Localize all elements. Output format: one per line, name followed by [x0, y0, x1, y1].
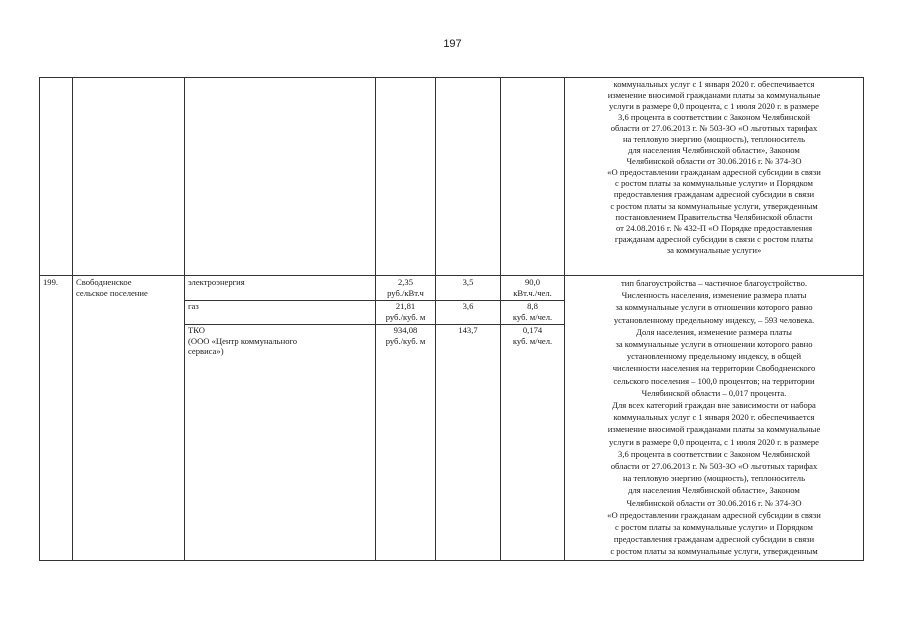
service-name-electricity: электроэнергия — [188, 277, 245, 287]
tariff-table — [39, 77, 864, 561]
note-line: предоставления гражданам адресной субсидии в связи — [613, 534, 815, 545]
note-line: коммунальных услуг с 1 января 2020 г. обеспечивается — [613, 79, 815, 89]
note-line: с ростом платы за коммунальные услуги» и Порядком — [615, 178, 813, 189]
note-line: от 24.08.2016 г. № 432-П «О Порядке предоставления — [615, 222, 813, 233]
note-line: Челябинской области от 30.06.2016 г. № 374-ЗО — [626, 156, 802, 167]
note-line: услуги в размере 0,0 процента, с 1 июля 2020 г. в размере — [609, 436, 819, 447]
norm-unit: кВт.ч./чел. — [513, 287, 552, 298]
increase-electricity: 3,5 — [462, 277, 474, 287]
tariff-value: 2,35 — [397, 277, 414, 287]
table-border-left — [39, 77, 40, 561]
service-line: ТКО — [188, 325, 205, 335]
note-line: на тепловую энергию (мощность), теплоноситель — [622, 134, 806, 145]
note-line: 3,6 процента в соответствии с Законом Челябинской — [618, 448, 810, 459]
note-line: установленному предельному индексу, – 593 человека. — [613, 314, 815, 325]
note-line: коммунальных услуг с 1 января 2020 г. обеспечивается — [613, 412, 815, 423]
note-line: установленному предельному индексу, в общей — [626, 351, 802, 362]
note-line: Для всех категорий граждан вне зависимости от набора — [612, 400, 816, 411]
note-line: за коммунальные услуги в отношении которого равно — [615, 339, 813, 350]
column-divider — [72, 77, 73, 561]
settlement-line: сельское поселение — [76, 287, 148, 298]
note-line: численности населения на территории Свободненского — [612, 363, 816, 374]
service-name-gas: газ — [188, 301, 199, 311]
norm-gas — [501, 301, 564, 322]
note-line: изменение вносимой гражданами платы за коммунальные — [607, 424, 821, 435]
norm-value: 8,8 — [527, 301, 538, 311]
note-line: с ростом платы за коммунальные услуги» и Порядком — [615, 522, 813, 533]
norm-electricity — [501, 277, 564, 298]
note-line: за коммунальные услуги» — [666, 244, 762, 255]
note-line: предоставления гражданам адресной субсидии в связи — [613, 189, 815, 200]
note-line: «О предоставлении гражданам адресной субсидии в связи — [607, 509, 821, 520]
tariff-value: 21,81 — [395, 301, 416, 311]
tariff-waste — [376, 325, 435, 346]
note-line: для населения Челябинской области», Законом — [628, 145, 800, 156]
note-line: области от 27.06.2013 г. № 503-ЗО «О льготных тарифах — [610, 123, 818, 134]
note-line: «О предоставлении гражданам адресной субсидии в связи — [607, 167, 821, 178]
top-notes-block — [564, 79, 864, 256]
note-line: области от 27.06.2013 г. № 503-ЗО «О льготных тарифах — [610, 461, 818, 472]
note-line: с ростом платы за коммунальные услуги, утвержденным — [610, 200, 818, 211]
page-number: 197 — [443, 38, 462, 50]
note-line: гражданам адресной субсидии в связи с ростом платы — [614, 233, 814, 244]
norm-waste — [501, 325, 564, 346]
tariff-value: 934,08 — [393, 325, 418, 335]
note-line: сельского поселения – 100,0 процентов; на территории — [613, 375, 815, 386]
tariff-unit: руб./кВт.ч — [387, 287, 424, 298]
settlement-name — [76, 277, 148, 298]
note-line: Челябинской области – 0,017 процента. — [641, 387, 787, 398]
norm-value: 90,0 — [524, 277, 541, 287]
column-divider — [184, 77, 185, 561]
norm-unit: куб. м/чел. — [512, 335, 553, 346]
increase-waste: 143,7 — [458, 325, 478, 335]
tariff-unit: руб./куб. м — [385, 335, 426, 346]
note-line: тип благоустройства – частичное благоустройство. — [620, 278, 808, 288]
note-line: на тепловую энергию (мощность), теплоноситель — [622, 473, 806, 484]
table-border-bottom — [39, 560, 864, 561]
settlement-line: Свободненское — [76, 277, 132, 287]
row-number: 199. — [43, 277, 59, 287]
tariff-gas — [376, 301, 435, 322]
note-line: с ростом платы за коммунальные услуги, утвержденным — [610, 546, 818, 557]
note-line: 3,6 процента в соответствии с Законом Челябинской — [618, 112, 810, 123]
service-line: (ООО «Центр коммунального — [188, 335, 298, 346]
norm-value: 0,174 — [522, 325, 543, 335]
table-border-top — [39, 77, 864, 78]
row-divider — [39, 275, 864, 276]
row-notes-block — [564, 277, 864, 558]
tariff-unit: руб./куб. м — [385, 311, 426, 322]
note-line: Доля населения, изменение размера платы — [636, 326, 792, 337]
column-divider — [435, 77, 436, 561]
note-line: Численность населения, изменение размера платы — [621, 290, 807, 301]
norm-unit: куб. м/чел. — [512, 311, 553, 322]
note-line: за коммунальные услуги в отношении которого равно — [615, 302, 813, 313]
service-line: сервиса») — [188, 346, 224, 357]
note-line: Челябинской области от 30.06.2016 г. № 374-ЗО — [626, 497, 802, 508]
tariff-electricity — [376, 277, 435, 298]
service-name-waste — [188, 325, 297, 357]
increase-gas: 3,6 — [462, 301, 474, 311]
note-line: изменение вносимой гражданами платы за коммунальные — [607, 90, 821, 101]
note-line: постановлением Правительства Челябинской области — [615, 211, 813, 222]
note-line: для населения Челябинской области», Законом — [628, 485, 800, 496]
note-line: услуги в размере 0,0 процента, с 1 июля 2020 г. в размере — [609, 101, 819, 112]
